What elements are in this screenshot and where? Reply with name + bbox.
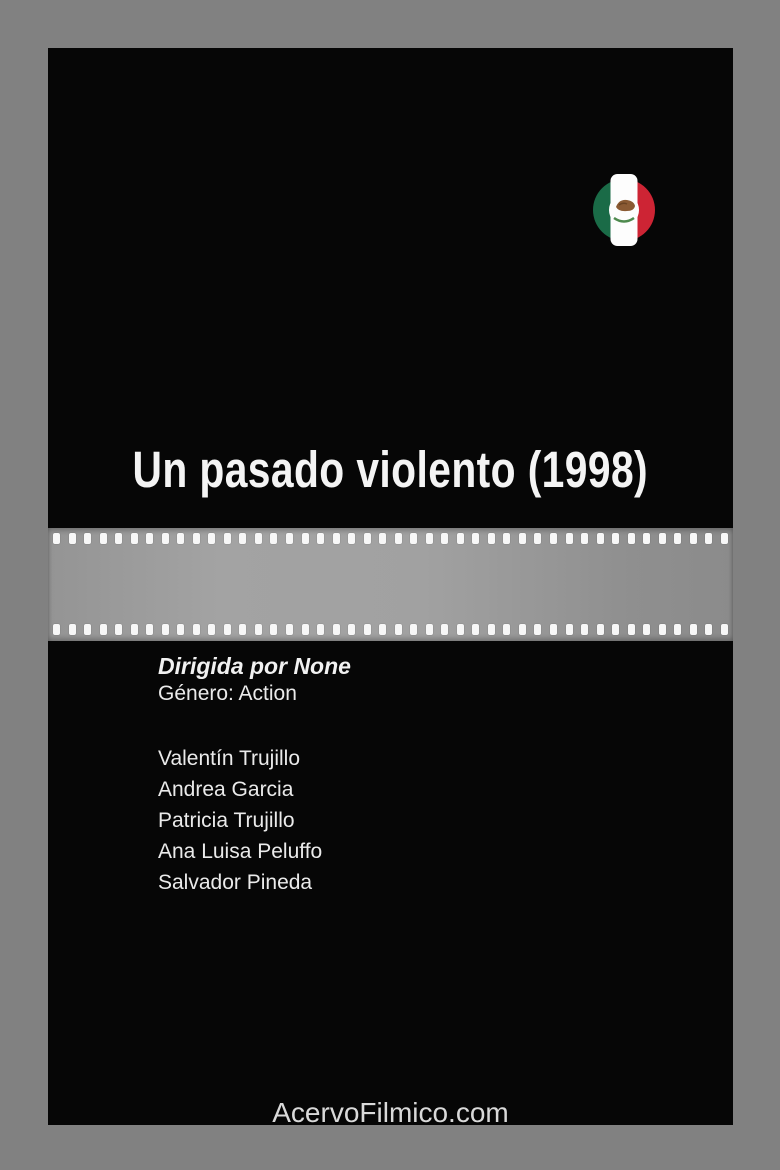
film-perforation xyxy=(208,533,215,544)
film-perforation xyxy=(379,624,386,635)
film-perforation xyxy=(659,533,666,544)
film-perforation xyxy=(333,624,340,635)
film-perforation xyxy=(395,624,402,635)
film-perforation xyxy=(472,624,479,635)
film-perforation xyxy=(628,624,635,635)
film-perforation xyxy=(84,533,91,544)
film-perforation xyxy=(270,624,277,635)
mexico-flag-icon xyxy=(593,174,655,246)
film-perforation xyxy=(364,533,371,544)
cast-member: Ana Luisa Peluffo xyxy=(158,840,323,863)
film-perforation xyxy=(208,624,215,635)
film-perforation xyxy=(53,533,60,544)
film-perforation xyxy=(379,533,386,544)
film-perforation xyxy=(162,533,169,544)
film-strip-perforations-bottom xyxy=(48,624,733,635)
film-perforation xyxy=(503,624,510,635)
film-perforation xyxy=(503,533,510,544)
film-perforation xyxy=(457,533,464,544)
film-perforation xyxy=(581,624,588,635)
film-perforation xyxy=(566,624,573,635)
film-perforation xyxy=(519,624,526,635)
film-perforation xyxy=(100,624,107,635)
website-text: AcervoFilmico.com xyxy=(272,1097,509,1128)
film-perforation xyxy=(612,624,619,635)
film-perforation xyxy=(550,533,557,544)
movie-title: Un pasado violento (1998) xyxy=(132,441,649,498)
film-perforation xyxy=(426,624,433,635)
film-perforation xyxy=(519,533,526,544)
film-strip-perforations-top xyxy=(48,533,733,544)
film-perforation xyxy=(488,624,495,635)
film-perforation xyxy=(177,533,184,544)
mexico-flag-svg xyxy=(593,174,655,246)
film-perforation xyxy=(193,624,200,635)
film-perforation xyxy=(612,533,619,544)
film-perforation xyxy=(705,624,712,635)
film-perforation xyxy=(426,533,433,544)
film-perforation xyxy=(457,624,464,635)
film-perforation xyxy=(690,533,697,544)
film-perforation xyxy=(705,533,712,544)
film-perforation xyxy=(534,624,541,635)
film-perforation xyxy=(286,533,293,544)
film-perforation xyxy=(224,533,231,544)
film-perforation xyxy=(255,624,262,635)
film-perforation xyxy=(628,533,635,544)
film-perforation xyxy=(643,533,650,544)
film-perforation xyxy=(348,533,355,544)
film-perforation xyxy=(53,624,60,635)
film-perforation xyxy=(674,624,681,635)
genre-line: Género: Action xyxy=(158,682,297,705)
film-perforation xyxy=(534,533,541,544)
film-perforation xyxy=(224,624,231,635)
cast-member: Salvador Pineda xyxy=(158,871,313,894)
film-perforation xyxy=(84,624,91,635)
film-perforation xyxy=(550,624,557,635)
film-perforation xyxy=(115,533,122,544)
film-perforation xyxy=(472,533,479,544)
film-strip xyxy=(48,528,733,641)
credits-block xyxy=(158,652,713,898)
cast-list xyxy=(158,743,713,898)
film-perforation xyxy=(302,624,309,635)
cast-member: Patricia Trujillo xyxy=(158,809,295,832)
film-perforation xyxy=(488,533,495,544)
film-perforation xyxy=(146,624,153,635)
film-perforation xyxy=(193,533,200,544)
film-perforation xyxy=(146,533,153,544)
film-perforation xyxy=(177,624,184,635)
film-perforation xyxy=(333,533,340,544)
director-line: Dirigida por None xyxy=(158,653,351,679)
cast-member: Andrea Garcia xyxy=(158,778,294,801)
film-perforation xyxy=(721,533,728,544)
film-perforation xyxy=(69,533,76,544)
film-perforation xyxy=(239,533,246,544)
title-row xyxy=(48,440,733,499)
film-perforation xyxy=(643,624,650,635)
film-perforation xyxy=(674,533,681,544)
film-perforation xyxy=(239,624,246,635)
film-perforation xyxy=(131,533,138,544)
film-perforation xyxy=(317,533,324,544)
film-perforation xyxy=(364,624,371,635)
film-perforation xyxy=(721,624,728,635)
film-perforation xyxy=(395,533,402,544)
film-perforation xyxy=(255,533,262,544)
film-perforation xyxy=(348,624,355,635)
film-perforation xyxy=(581,533,588,544)
film-perforation xyxy=(410,624,417,635)
film-perforation xyxy=(69,624,76,635)
cast-member: Valentín Trujillo xyxy=(158,747,301,770)
film-perforation xyxy=(115,624,122,635)
film-perforation xyxy=(317,624,324,635)
film-perforation xyxy=(659,624,666,635)
movie-poster xyxy=(48,48,733,1128)
film-perforation xyxy=(270,533,277,544)
film-perforation xyxy=(441,624,448,635)
film-perforation xyxy=(100,533,107,544)
film-perforation xyxy=(597,533,604,544)
film-perforation xyxy=(566,533,573,544)
film-perforation xyxy=(131,624,138,635)
film-perforation xyxy=(410,533,417,544)
film-perforation xyxy=(597,624,604,635)
film-perforation xyxy=(690,624,697,635)
film-perforation xyxy=(286,624,293,635)
film-perforation xyxy=(441,533,448,544)
film-perforation xyxy=(162,624,169,635)
film-perforation xyxy=(302,533,309,544)
